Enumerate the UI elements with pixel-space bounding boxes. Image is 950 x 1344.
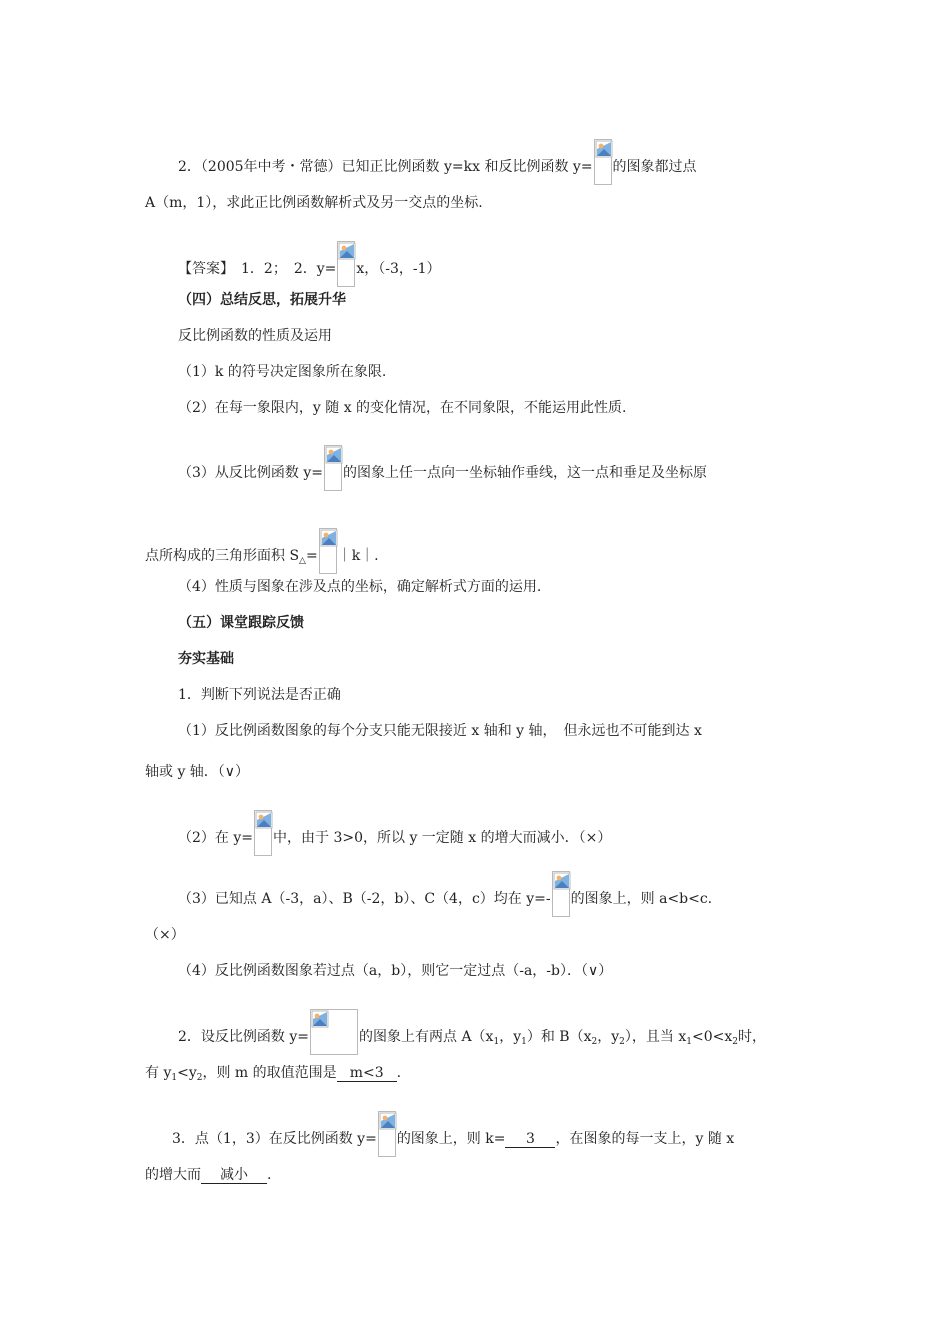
paragraph: 反比例函数的性质及运用 <box>178 328 332 344</box>
paragraph: （4）性质与图象在涉及点的坐标，确定解析式方面的运用. <box>178 579 542 595</box>
broken-image-icon <box>324 445 342 491</box>
broken-image-icon <box>378 1111 396 1157</box>
answer-blank: 3 <box>505 1131 555 1148</box>
question-1-item-4: （4）反比例函数图象若过点（a，b），则它一定过点（-a，-b）．（∨） <box>178 963 613 979</box>
q2-line1: 2．（2005年中考・常德）已知正比例函数 y=kx 和反比例函数 y= 的图象都过点 <box>178 139 697 185</box>
answer-blank: 减小 <box>201 1167 267 1184</box>
question-1: 1．判断下列说法是否正确 <box>178 687 341 703</box>
answer-blank: m<3 <box>337 1065 397 1082</box>
question-3-line2: 的增大而 减小 . <box>145 1167 272 1183</box>
q2-line2: A（m，1），求此正比例函数解析式及另一交点的坐标. <box>145 195 483 211</box>
question-1-item-3-cont: （×） <box>145 927 185 943</box>
paragraph: 点所构成的三角形面积 $S_\triangle=$ ｜k｜. <box>145 528 379 574</box>
subsection-heading: 夯实基础 <box>178 651 234 667</box>
broken-image-icon <box>254 810 272 856</box>
answer-line: 【答案】 1．2； 2．y= x，（-3，-1） <box>178 241 441 287</box>
broken-image-icon <box>319 528 337 574</box>
paragraph: （1）k 的符号决定图象所在象限. <box>178 364 387 380</box>
section-5-heading: （五）课堂跟踪反馈 <box>178 615 304 631</box>
question-1-item-2: （2）在 y= 中，由于 3>0，所以 y 一定随 x 的增大而减小．（×） <box>178 810 611 856</box>
question-1-item-3: （3）已知点 A（-3，a）、B（-2，b）、C（4，c）均在 y=- 的图象上，则 a<b<c. <box>178 871 712 917</box>
question-2-line2: 有 $y_1<y_2$，则 m 的取值范围是 m<3 . <box>145 1065 402 1083</box>
paragraph: （3）从反比例函数 y= 的图象上任一点向一坐标轴作垂线，这一点和垂足及坐标原 <box>178 445 707 491</box>
question-1-item-1: （1）反比例函数图象的每个分支只能无限接近 x 轴和 y 轴， 但永远也不可能到达 x <box>178 723 702 739</box>
section-4-heading: （四）总结反思，拓展升华 <box>178 292 346 308</box>
broken-image-icon <box>337 241 355 287</box>
question-3-line1: 3．点（1，3）在反比例函数 y= 的图象上，则 k= 3 ，在图象的每一支上，y 随 x <box>172 1111 734 1157</box>
broken-image-icon <box>594 139 612 185</box>
question-1-item-1-cont: 轴或 y 轴．（∨） <box>145 764 250 780</box>
broken-image-icon <box>552 871 570 917</box>
paragraph: （2）在每一象限内，y 随 x 的变化情况，在不同象限，不能运用此性质. <box>178 400 627 416</box>
question-2-line1: 2．设反比例函数 y= 的图象上有两点 $A(x_1$，$y_1$）和 $B(x_2$，$y_2$），且当 $x_1<0<x_2$时， <box>178 1009 766 1055</box>
broken-image-icon <box>310 1009 358 1055</box>
